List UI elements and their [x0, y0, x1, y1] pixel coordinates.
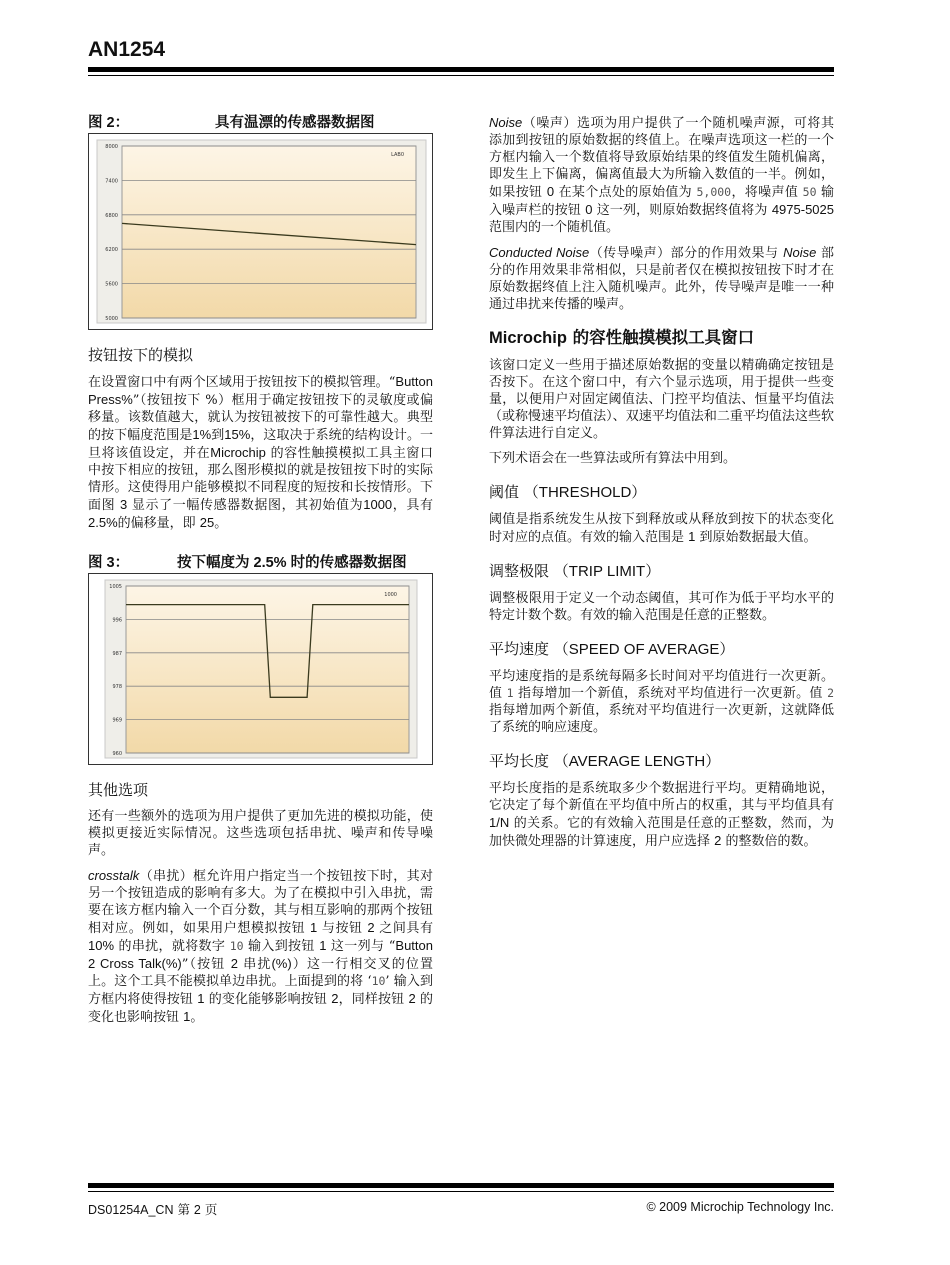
footer-copyright: © 2009 Microchip Technology Inc. — [646, 1200, 834, 1214]
figure2-caption — [88, 114, 433, 132]
heading-speed-of-average: 平均速度 （SPEED OF AVERAGE） — [489, 640, 735, 658]
figure2-ytick-label: 6200 — [105, 247, 118, 254]
crosstalk-paragraph: crosstalk（串扰）框允许用户指定当一个按钮按下时，其对另一个按钮造成的影响有多大。为了在模拟中引入串扰，需要在该方框内输入一个百分数，其与相互影响的那两个按钮相对应。例如，如果用户想模拟按钮 1 与按钮 2 之间具有 10% 的串扰，就将数字 10 输入到按钮 1 这一列与 “Button 2 Cross Talk(%)”（按钮 2 串扰(%)）这一行相交叉的位置上。这个工具不能模拟单边串扰。上面提到的将 ‘10’ 输入到方框内将使得按钮 1 的变化能够影响按钮 2，同样按钮 2 的变化也影响按钮 1。 — [88, 868, 434, 1025]
figure3-ytick-label: 978 — [112, 684, 122, 691]
average-length-paragraph: 平均长度指的是系统取多少个数据进行平均。更精确地说，它决定了每个新值在平均值中所占的权重，其与平均值具有 1/N 的关系。它的有效输入范围是任意的正整数，然而，为加快微处理器的计算速度，用户应选择 2 的整数倍的数。 — [489, 781, 834, 849]
figure2-ytick-label: 6800 — [105, 212, 118, 219]
figure2-label: 图 2： — [88, 115, 130, 131]
other-options-paragraph: 还有一些额外的选项为用户提供了更加先进的模拟功能，使模拟更接近实际情况。这些选项包括串扰、噪声和传导噪声。 — [88, 809, 433, 858]
trip-limit-paragraph: 调整极限用于定义一个动态阈值，其可作为低于平均水平的特定计数个数。有效的输入范围是任意的正整数。 — [489, 591, 834, 623]
figure3-title: 按下幅度为 2.5% 时的传感器数据图 — [177, 555, 407, 571]
conducted-noise-paragraph: Conducted Noise（传导噪声）部分的作用效果与 Noise 部分的作用效果非常相似，只是前者仅在模拟按钮按下时才在原始数据终值上注入随机噪声。此外，传导噪声是唯一一种通过串扰来传播的噪声。 — [489, 245, 834, 312]
figure2-chart-frame — [88, 133, 433, 330]
figure2-ytick-label: 5000 — [105, 316, 118, 322]
figure2-ytick-label: 7400 — [105, 178, 118, 185]
footer-rule-thin — [88, 1191, 834, 1192]
footer-doc-number: DS01254A_CN 第 2 页 — [88, 1202, 218, 1217]
right-column — [489, 114, 834, 858]
figure2-ytick-label: 8000 — [105, 144, 118, 150]
section-heading-other-options: 其他选项 — [88, 781, 149, 799]
header-rule-thin — [88, 75, 834, 76]
figure2-ytick-label: 5600 — [105, 281, 118, 288]
header-rule-thick — [88, 67, 834, 72]
footer-rule-thick — [88, 1183, 834, 1188]
press-sim-paragraph: 在设置窗口中有两个区域用于按钮按下的模拟管理。“Button Press%”（按钮按下 %）框用于确定按钮按下的灵敏度或偏移量。该数值越大，就认为按钮被按下的可靠性越大。典型的按下幅度范围是1%到15%，这取决于系统的结构设计。一旦将该值设定，并在Microchip 的容性触摸模拟工具主窗口中按下相应的按钮，那么图形模拟的就是按钮按下时的实际情形。这使得用户能够模拟不同程度的短按和长按情形。下面图 3 显示了一幅传感器数据图，其初始值为1000，具有2.5%的偏移量，即 25。 — [88, 374, 433, 531]
section-heading-press-sim: 按钮按下的模拟 — [88, 346, 194, 364]
figure3-ytick-label: 987 — [112, 650, 122, 657]
figure2-chart — [89, 134, 432, 329]
heading-average-length: 平均长度 （AVERAGE LENGTH） — [489, 752, 721, 770]
figure2-plot-area — [122, 146, 416, 318]
heading-threshold: 阈值 （THRESHOLD） — [489, 483, 647, 501]
figure2-title: 具有温漂的传感器数据图 — [215, 115, 375, 131]
tool-window-paragraph: 该窗口定义一些用于描述原始数据的变量以精确确定按钮是否按下。在这个窗口中，有六个显示选项，用于提供一些变量，以便用户对固定阈值法、门控平均值法、恒量平均值法（或称慢速平均值法）、双速平均值法和二重平均值法这些软件算法进行自定义。 — [489, 358, 834, 441]
figure2-legend-label: LAB0 — [391, 152, 404, 158]
figure3-ytick-label: 969 — [112, 717, 122, 724]
figure3-chart-frame — [88, 573, 433, 765]
threshold-paragraph: 阈值是指系统发生从按下到释放或从释放到按下的状态变化时对应的点值。有效的输入范围是 1 到原始数据最大值。 — [489, 512, 834, 545]
left-column — [88, 114, 433, 1034]
terms-intro-paragraph: 下列术语会在一些算法或所有算法中用到。 — [489, 451, 737, 466]
figure3-ytick-label: 960 — [112, 751, 122, 757]
figure3-ytick-label: 996 — [112, 617, 122, 624]
page-header-title: AN1254 — [88, 38, 166, 61]
figure3-legend-label: 1000 — [384, 592, 397, 598]
figure3-label: 图 3： — [88, 555, 130, 571]
figure3-plot-area — [126, 586, 409, 753]
noise-paragraph: Noise（噪声）选项为用户提供了一个随机噪声源，可将其添加到按钮的原始数据的终值上。在噪声选项这一栏的一个方框内输入一个数值将导致原始结果的终值发生随机偏离，即发生上下偏离，偏离值最大为所输入数值的一半。例如，如果按钮 0 在某个点处的原始值为 5,000，将噪声值 50 输入噪声栏的按钮 0 这一列，则原始数据终值将为 4975-5025 范围内的一个随机值。 — [489, 115, 834, 235]
speed-of-average-paragraph: 平均速度指的是系统每隔多长时间对平均值进行一次更新。值 1 指每增加一个新值，系统对平均值进行一次更新。值 2 指每增加两个新值，系统对平均值进行一次更新，这就降低了系统的响应速度。 — [489, 669, 835, 735]
section-heading-tool-window: Microchip 的容性触摸模拟工具窗口 — [489, 328, 755, 347]
figure3-chart — [89, 574, 432, 764]
heading-trip-limit: 调整极限 （TRIP LIMIT） — [489, 562, 661, 580]
figure3-caption — [88, 554, 433, 572]
figure3-ytick-label: 1005 — [109, 584, 122, 590]
